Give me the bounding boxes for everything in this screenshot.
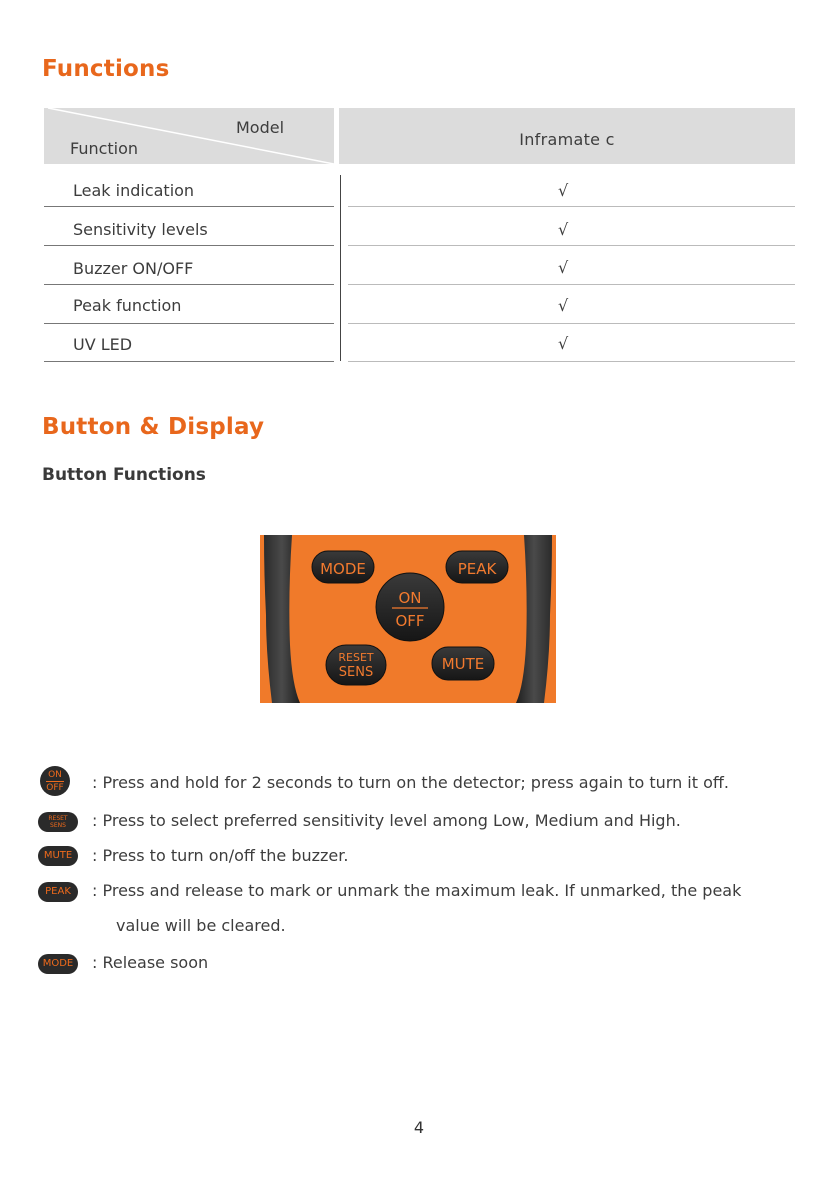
row-divider (348, 361, 795, 362)
legend-text-peak: : Press and release to mark or unmark the maximum leak. If unmarked, the peak (92, 881, 742, 900)
reset-sens-icon (38, 812, 78, 832)
legend-text-peak-cont: value will be cleared. (116, 916, 286, 935)
functions-heading: Functions (42, 56, 170, 82)
header-product-name: Inframate c (519, 130, 615, 149)
row-divider (348, 284, 795, 285)
legend-text-reset-sens: : Press to select preferred sensitivity level among Low, Medium and High. (92, 811, 681, 830)
page-number: 4 (413, 1118, 425, 1137)
row-divider (44, 361, 334, 362)
mute-icon-label: MUTE (43, 850, 73, 861)
mode-button-label: MODE (320, 560, 366, 578)
on-label: ON (398, 589, 422, 607)
row-divider (44, 323, 334, 324)
row-divider (348, 245, 795, 246)
header-model-label: Model (236, 118, 285, 137)
mute-icon (38, 846, 78, 866)
row-divider (348, 323, 795, 324)
table-row-check: √ (558, 334, 569, 353)
table-row-feature: Peak function (73, 296, 182, 315)
button-display-heading: Button & Display (42, 414, 265, 440)
table-row-feature: Buzzer ON/OFF (73, 259, 194, 278)
mode-button (312, 551, 374, 583)
peak-button (446, 551, 508, 583)
legend-text-mute: : Press to turn on/off the buzzer. (92, 846, 349, 865)
reset-label: RESET (338, 651, 374, 664)
mode-icon (38, 954, 78, 974)
table-row-feature: Sensitivity levels (73, 220, 208, 239)
peak-icon-label: PEAK (45, 886, 71, 897)
table-row-check: √ (558, 220, 569, 239)
sens-label: SENS (338, 665, 374, 680)
reset-sens-icon-reset: RESET (48, 815, 68, 822)
table-row-feature: UV LED (73, 335, 133, 354)
on-off-button (376, 573, 444, 641)
table-row-check: √ (558, 181, 569, 200)
row-divider (44, 284, 334, 285)
header-function-label: Function (70, 139, 139, 158)
row-divider (44, 245, 334, 246)
peak-button-label: PEAK (457, 560, 497, 578)
button-functions-subheading: Button Functions (42, 465, 206, 485)
row-divider (348, 206, 795, 207)
on-off-icon (40, 766, 70, 796)
table-column-divider (340, 175, 341, 361)
table-row-check: √ (558, 258, 569, 277)
legend-text-mode: : Release soon (92, 953, 209, 972)
table-header-product (339, 108, 795, 164)
reset-sens-button (326, 645, 386, 685)
table-header-function-model (44, 108, 334, 164)
mute-button-label: MUTE (441, 655, 485, 673)
detector-keypad-illustration (260, 535, 556, 703)
table-row-feature: Leak indication (73, 181, 195, 200)
on-off-icon-off: OFF (46, 783, 64, 793)
reset-sens-icon-sens: SENS (50, 822, 66, 829)
row-divider (44, 206, 334, 207)
mode-icon-label: MODE (42, 958, 74, 969)
legend-text-on-off: : Press and hold for 2 seconds to turn on the detector; press again to turn it off. (92, 773, 729, 792)
off-label: OFF (395, 612, 425, 630)
table-row-check: √ (558, 296, 569, 315)
peak-icon (38, 882, 78, 902)
mute-button (432, 647, 494, 680)
on-off-icon-on: ON (48, 770, 62, 780)
